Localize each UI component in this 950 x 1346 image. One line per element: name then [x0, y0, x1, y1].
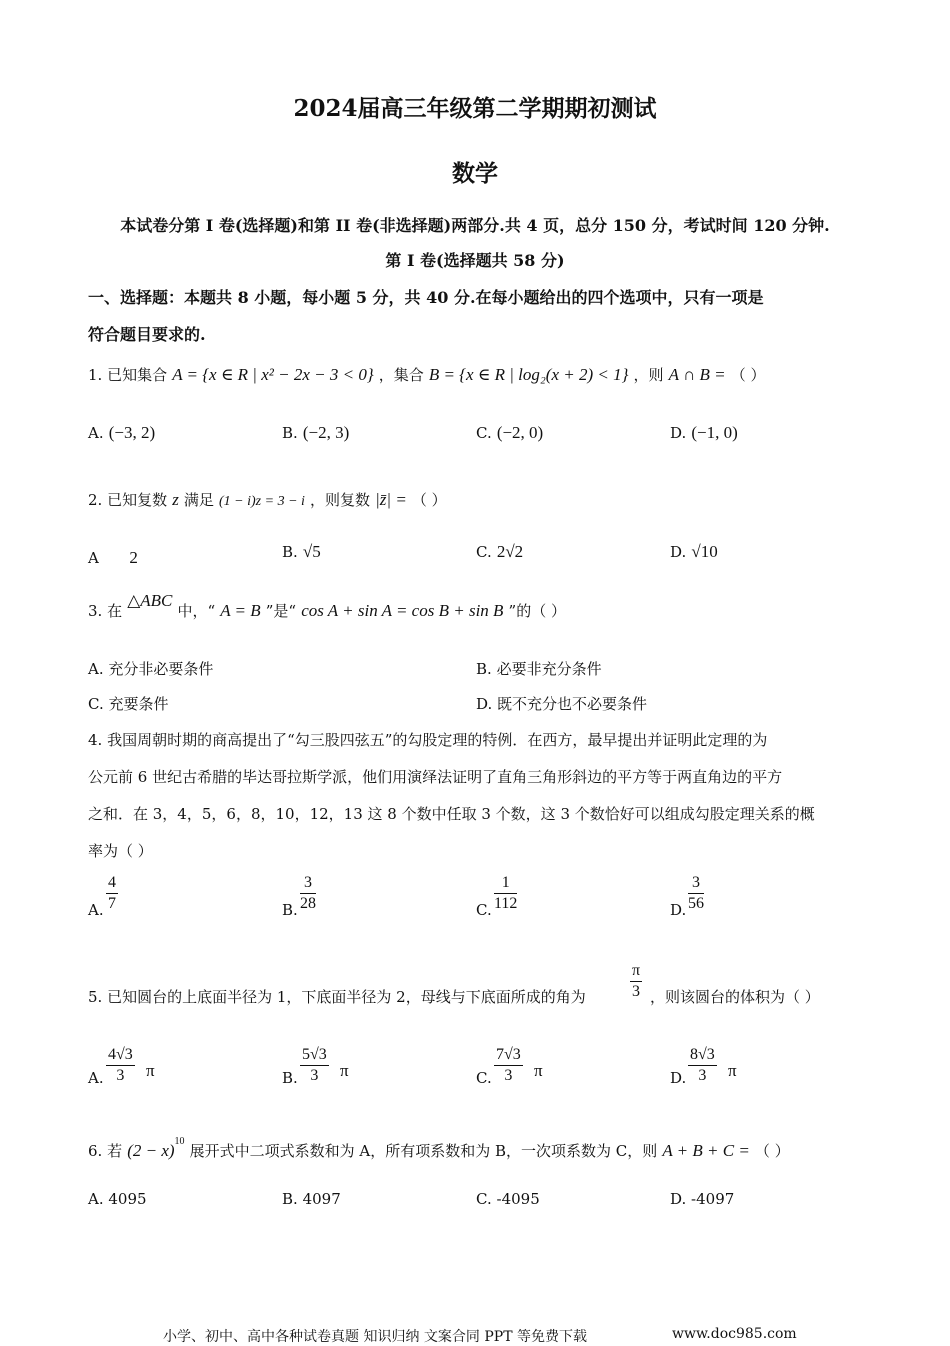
- q2-answer-paren: （ ）: [411, 491, 447, 509]
- q6-exponent: 10: [174, 1135, 185, 1147]
- q1-mid: ，集合: [378, 366, 424, 384]
- q4-line-2: 公元前 6 世纪古希腊的毕达哥拉斯学派，他们用演绎法证明了直角三角形斜边的平方等于两直角边的平方: [88, 768, 783, 786]
- q6-option-d: D. -4097: [670, 1190, 735, 1208]
- footer-text: 小学、初中、高中各种试卷真题 知识归纳 文案合同 PPT 等免费下载: [163, 1329, 587, 1345]
- q4-option-a-fraction: $\frac{4}{7}$: [108, 874, 116, 912]
- q4-option-c-label: C.: [476, 901, 492, 919]
- q2-option-c: C. 2√2: [476, 542, 524, 561]
- q2-equation: (1 − i)z = 3 − i: [219, 494, 305, 509]
- q2-option-b: B. √5: [282, 542, 321, 561]
- q5-option-d-label: D.: [670, 1069, 687, 1087]
- q2-expression: |z̄| =: [375, 490, 407, 509]
- q5-option-d-pi: π: [728, 1061, 737, 1080]
- q1-expression: A ∩ B =: [668, 365, 726, 384]
- exam-title: 2024届高三年级第二学期期初测试: [293, 95, 657, 122]
- q5-option-d-fraction: $\frac{8√3}{3}$: [690, 1046, 715, 1084]
- q1-option-c: C. (−2, 0): [476, 423, 544, 442]
- q3-triangle: △ABC: [127, 591, 173, 610]
- q5-option-c-fraction: $\frac{7√3}{3}$: [496, 1046, 521, 1084]
- q3-mid1: 中，“: [177, 602, 216, 620]
- q5-tail: ，则该圆台的体积为（ ）: [650, 988, 820, 1006]
- q4-line-1: 4. 我国周朝时期的商高提出了“勾三股四弦五”的勾股定理的特例．在西方，最早提出并证明此定理的为: [88, 731, 768, 749]
- q4-option-b-fraction: $\frac{3}{28}$: [300, 874, 316, 912]
- q3-prefix: 3. 在: [88, 602, 123, 620]
- q1-option-a: A. (−3, 2): [88, 423, 156, 442]
- q4-line-4: 率为（ ）: [88, 842, 153, 860]
- section-instruction-line1: 一、选择题：本题共 8 小题，每小题 5 分，共 40 分.在每小题给出的四个选项中，只有一项是: [88, 288, 764, 307]
- q5-option-b-pi: π: [340, 1061, 349, 1080]
- question-2: [88, 489, 447, 510]
- q1-then: ，则: [633, 366, 664, 384]
- exam-intro: 本试卷分第 I 卷(选择题)和第 II 卷(非选择题)两部分.共 4 页，总分 150 分，考试时间 120 分钟.: [120, 216, 830, 235]
- q5-option-c-label: C.: [476, 1069, 492, 1087]
- q3-option-d: D. 既不充分也不必要条件: [476, 695, 648, 713]
- q6-option-b: B. 4097: [282, 1190, 341, 1208]
- q3-equation: cos A + sin A = cos B + sin B: [301, 601, 504, 620]
- q3-mid2: ”是“: [265, 602, 297, 620]
- q5-option-a-pi: π: [146, 1061, 155, 1080]
- footer-link[interactable]: www.doc985.com: [672, 1326, 797, 1342]
- q2-variable: z: [172, 490, 179, 509]
- q2-option-d: D. √10: [670, 542, 718, 561]
- q5-option-c-pi: π: [534, 1061, 543, 1080]
- q6-option-a: A. 4095: [88, 1190, 147, 1208]
- q5-angle-fraction: $\frac{\pi}{3}$: [632, 962, 641, 1000]
- q4-option-b-label: B.: [282, 901, 298, 919]
- q4-option-c-fraction: $\frac{1}{112}$: [494, 874, 518, 912]
- q5-text: 5. 已知圆台的上底面半径为 1，下底面半径为 2，母线与下底面所成的角为: [88, 988, 586, 1006]
- q3-option-a: A. 充分非必要条件: [88, 660, 214, 678]
- q2-then: ，则复数: [310, 491, 371, 509]
- q6-prefix: 6. 若: [88, 1142, 123, 1160]
- q6-option-c: C. -4095: [476, 1190, 540, 1208]
- q6-answer-paren: （ ）: [754, 1142, 790, 1160]
- q5-option-a-fraction: $\frac{4√3}{3}$: [108, 1046, 133, 1084]
- section-instruction-line2: 符合题目要求的.: [88, 325, 206, 344]
- q5-option-b-fraction: $\frac{5√3}{3}$: [302, 1046, 327, 1084]
- question-3: [88, 591, 566, 621]
- q2-mid: 满足: [183, 491, 214, 509]
- q5-option-b-label: B.: [282, 1069, 298, 1087]
- subject-title: 数学: [452, 160, 498, 187]
- q1-set-a: A = {x ∈ R | x² − 2x − 3 < 0}: [172, 365, 374, 384]
- q4-line-3: 之和．在 3，4，5，6，8，10，12，13 这 8 个数中任取 3 个数，这 3 个数恰好可以组成勾股定理关系的概: [88, 805, 815, 823]
- q3-option-c: C. 充要条件: [88, 695, 169, 713]
- question-1: [88, 364, 765, 385]
- question-6: [88, 1135, 790, 1161]
- q1-answer-paren: （ ）: [730, 366, 766, 384]
- q4-option-d-label: D.: [670, 901, 687, 919]
- q3-tail: ”的（ ）: [508, 602, 566, 620]
- q4-option-d-fraction: $\frac{3}{56}$: [688, 874, 704, 912]
- part-one-heading: 第 I 卷(选择题共 58 分): [385, 251, 565, 270]
- q2-option-a: A 2: [88, 548, 138, 567]
- q3-option-b: B. 必要非充分条件: [476, 660, 602, 678]
- q1-option-d: D. (−1, 0): [670, 423, 738, 442]
- q3-condition: A = B: [220, 601, 261, 620]
- q1-option-b: B. (−2, 3): [282, 423, 350, 442]
- q5-option-a-label: A.: [88, 1069, 104, 1087]
- q6-base: (2 − x): [127, 1141, 175, 1160]
- q4-option-a-label: A.: [88, 901, 104, 919]
- q1-set-b: B = {x ∈ R | log₂(x + 2) < 1}: [428, 365, 629, 384]
- q1-prefix: 1. 已知集合: [88, 366, 168, 384]
- q2-prefix: 2. 已知复数: [88, 491, 168, 509]
- q6-text: 展开式中二项式系数和为 A，所有项系数和为 B，一次项系数为 C，则: [189, 1142, 658, 1160]
- q6-expression: A + B + C =: [662, 1141, 750, 1160]
